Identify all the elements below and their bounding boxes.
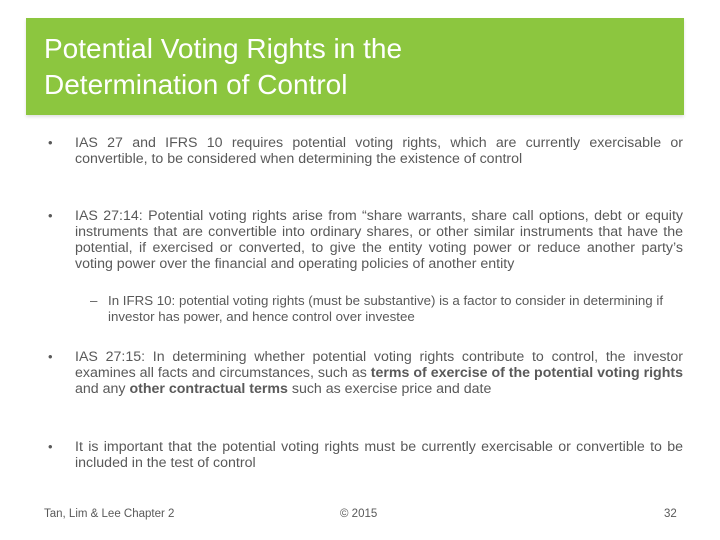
- sub-bullet-text: In IFRS 10: potential voting rights (must be substantive) is a factor to consider in determining if investor has power, and hence control over investee: [108, 293, 664, 324]
- bullet-marker: •: [48, 349, 53, 364]
- slide-title: [44, 31, 402, 103]
- bullet-marker: •: [48, 439, 53, 454]
- footer-source: Tan, Lim & Lee Chapter 2: [44, 508, 175, 520]
- bullet-marker: •: [48, 135, 53, 150]
- bullet-marker: •: [48, 208, 53, 223]
- footer-copyright: © 2015: [340, 508, 378, 520]
- slide-title-line-1: Potential Voting Rights in the: [44, 33, 403, 64]
- bullet-text: IAS 27 and IFRS 10 requires potential voting rights, which are currently exercisable or convertible, to be considered when determining the existence of control: [75, 135, 683, 167]
- bullet-text: IAS 27:14: Potential voting rights arise from “share warrants, share call options, debt or equity instruments that are convertible into ordinary shares, or other similar instruments that have the potential, if exercised or converted, to give the entity voting power or reduce another party’s voting power over the financial and operating policies of another entity: [75, 208, 683, 272]
- sub-bullet-marker: –: [90, 293, 98, 308]
- page-number: 32: [664, 508, 677, 520]
- bullet-text: [75, 349, 683, 397]
- bullet-text: It is important that the potential voting rights must be currently exercisable or convertible to be included in the test of control: [75, 439, 683, 471]
- title-bar: [26, 18, 684, 115]
- bullet-text-part: such as exercise price and date: [287, 381, 492, 397]
- bullet-text-part: and any: [75, 381, 130, 397]
- bold-phrase-contractual-terms: other contractual terms: [129, 381, 288, 397]
- slide-title-line-2: Determination of Control: [44, 69, 348, 100]
- bullet-text-part: IAS 27:15: In determining whether potential voting rights contribute to control, the investor examines all facts and circumstances, such as: [75, 349, 683, 381]
- bold-phrase-exercise-terms: terms of exercise of the potential voting rights: [370, 365, 684, 381]
